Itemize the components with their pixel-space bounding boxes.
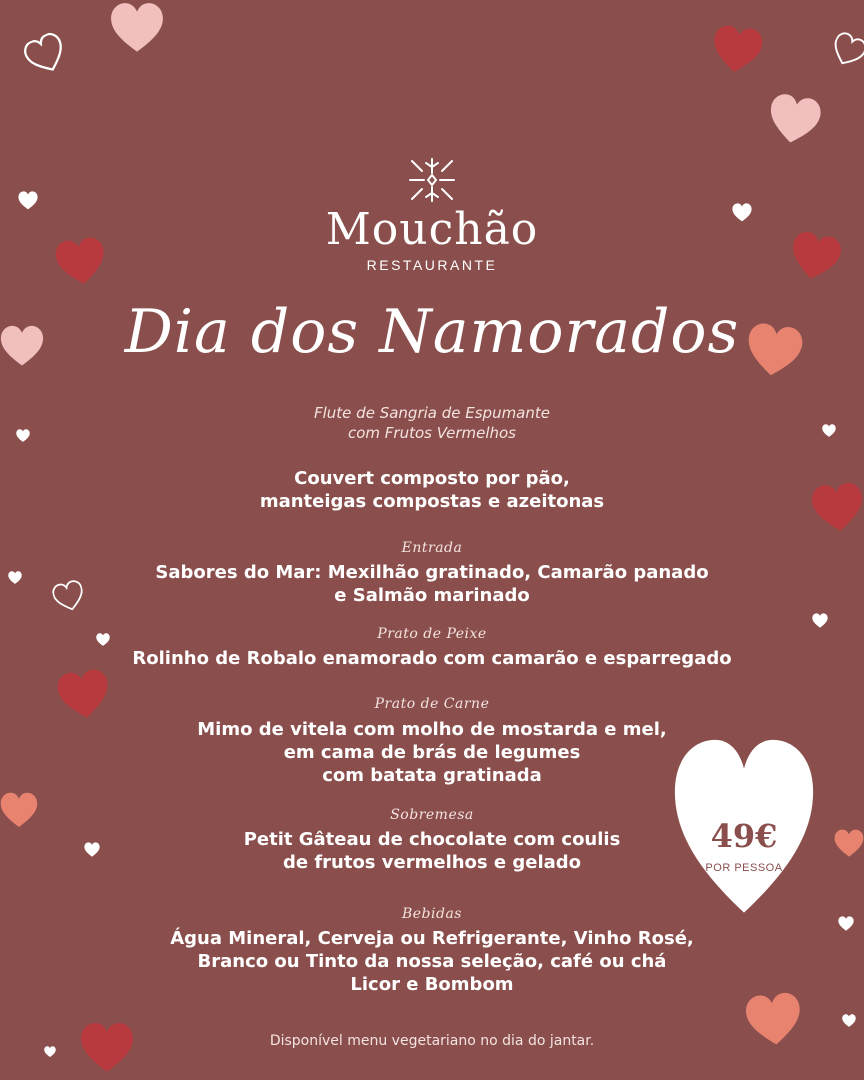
couvert-line: manteigas compostas e azeitonas — [259, 491, 605, 512]
dish-line: Sabores do Mar: Mexilhão gratinado, Camarão panado — [155, 562, 709, 583]
dish-line: Licor e Bombom — [350, 974, 514, 995]
dish-line: Mimo de vitela com molho de mostarda e mel, — [197, 719, 667, 740]
outline-heart-icon — [826, 29, 864, 73]
couvert — [0, 467, 864, 513]
ornament-logo-icon — [406, 155, 458, 205]
course-heading: Prato de Peixe — [377, 626, 487, 642]
price-unit: POR PESSOA — [705, 862, 783, 874]
price-value: 49€ — [710, 817, 778, 855]
dish-line: e Salmão marinado — [334, 585, 530, 606]
course-heading: Entrada — [401, 540, 463, 556]
course-heading: Bebidas — [401, 906, 462, 922]
course-dish — [0, 561, 864, 607]
heart-icon — [842, 1012, 856, 1030]
welcome-line: com Frutos Vermelhos — [347, 424, 517, 442]
course-heading: Sobremesa — [390, 807, 474, 823]
heart-icon — [110, 0, 164, 58]
welcome-drink — [0, 403, 864, 443]
brand-subtitle: RESTAURANTE — [366, 257, 498, 273]
course-dish — [0, 647, 864, 670]
course-dish — [0, 927, 864, 996]
heart-icon — [763, 84, 826, 158]
dish-line: Água Mineral, Cerveja ou Refrigerante, Vinho Rosé, — [170, 928, 694, 949]
dish-line: Petit Gâteau de chocolate com coulis — [243, 829, 621, 850]
brand-name: Mouchão — [325, 204, 539, 255]
welcome-line: Flute de Sangria de Espumante — [314, 404, 550, 422]
dish-line: em cama de brás de legumes — [283, 742, 581, 763]
dish-line: Branco ou Tinto da nossa seleção, café ou chá — [197, 951, 667, 972]
couvert-line: Couvert composto por pão, — [294, 468, 570, 489]
dish-line: de frutos vermelhos e gelado — [282, 852, 582, 873]
outline-heart-icon — [18, 28, 74, 81]
vegetarian-note: Disponível menu vegetariano no dia do jantar. — [269, 1033, 595, 1049]
heart-icon — [708, 17, 766, 85]
event-title: Dia dos Namorados — [124, 297, 740, 367]
course-heading: Prato de Carne — [374, 696, 490, 712]
dish-line: Rolinho de Robalo enamorado com camarão e esparregado — [132, 648, 732, 669]
dish-line: com batata gratinada — [322, 765, 542, 786]
